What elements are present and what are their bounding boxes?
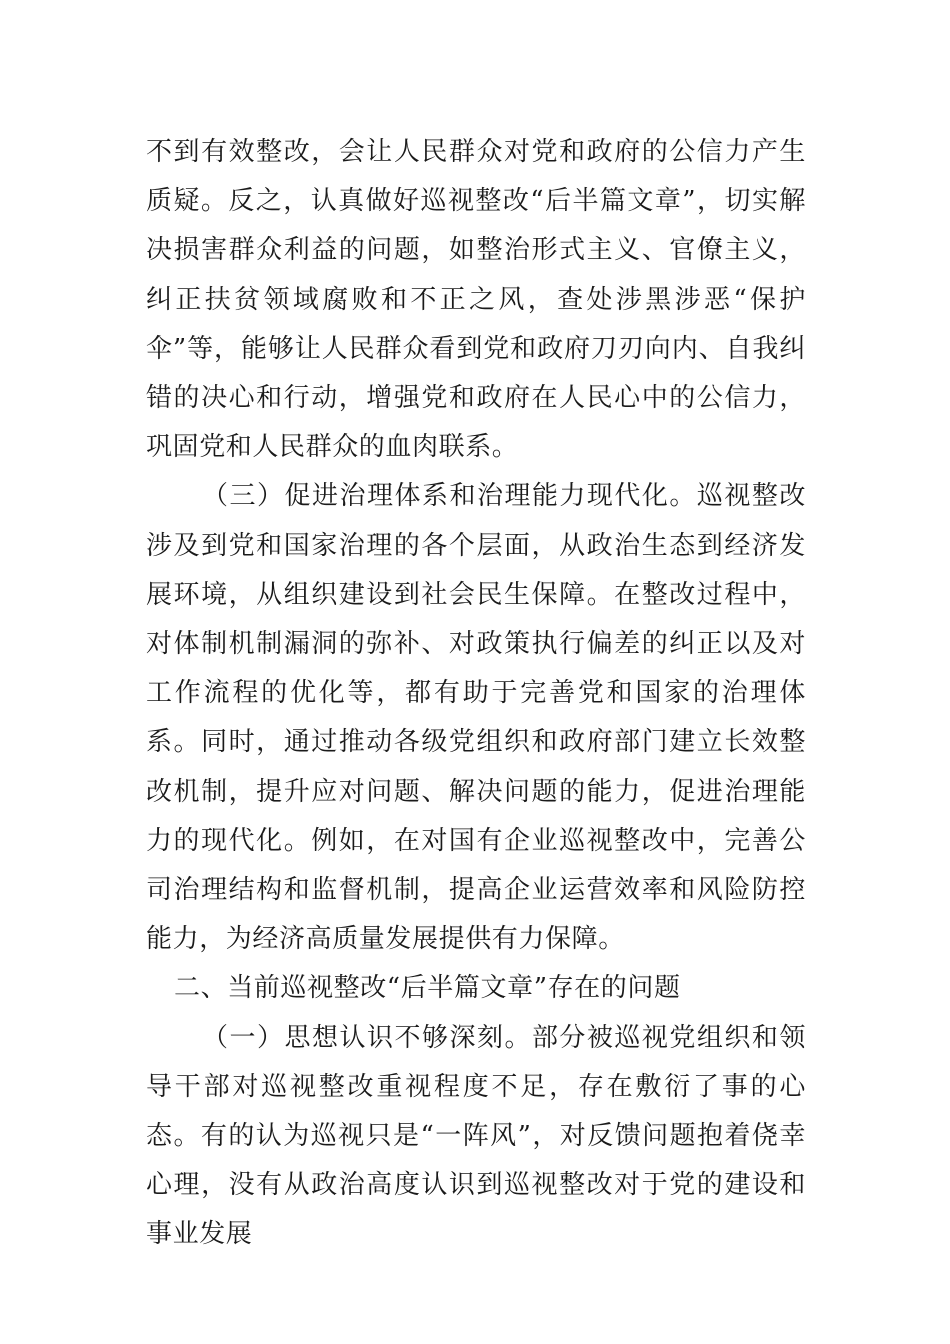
- document-body: [146, 128, 806, 1260]
- paragraph-public-trust-continuation: 不到有效整改，会让人民群众对党和政府的公信力产生质疑。反之，认真做好巡视整改“后半篇文章”，切实解决损害群众利益的问题，如整治形式主义、官僚主义，纠正扶贫领域腐败和不正之风，查处涉黑涉恶“保护伞”等，能够让人民群众看到党和政府刀刃向内、自我纠错的决心和行动，增强党和政府在人民心中的公信力，巩固党和人民群众的血肉联系。: [146, 137, 806, 463]
- paragraph-governance-modernization: （三）促进治理体系和治理能力现代化。巡视整改涉及到党和国家治理的各个层面，从政治生态到经济发展环境，从组织建设到社会民生保障。在整改过程中，对体制机制漏洞的弥补、对政策执行偏差的纠正以及对工作流程的优化等，都有助于完善党和国家的治理体系。同时，通过推动各级党组织和政府部门建立长效整改机制，提升应对问题、解决问题的能力，促进治理能力的现代化。例如，在对国有企业巡视整改中，完善公司治理结构和监督机制，提高企业运营效率和风险防控能力，为经济高质量发展提供有力保障。: [146, 481, 806, 955]
- paragraph-ideological-understanding: （一）思想认识不够深刻。部分被巡视党组织和领导干部对巡视整改重视程度不足，存在敷衍了事的心态。有的认为巡视只是“一阵风”，对反馈问题抱着侥幸心理，没有从政治高度认识到巡视整改对于党的建设和事业发展: [146, 1022, 806, 1250]
- section-heading-current-problems: 二、当前巡视整改“后半篇文章”存在的问题: [174, 973, 681, 1004]
